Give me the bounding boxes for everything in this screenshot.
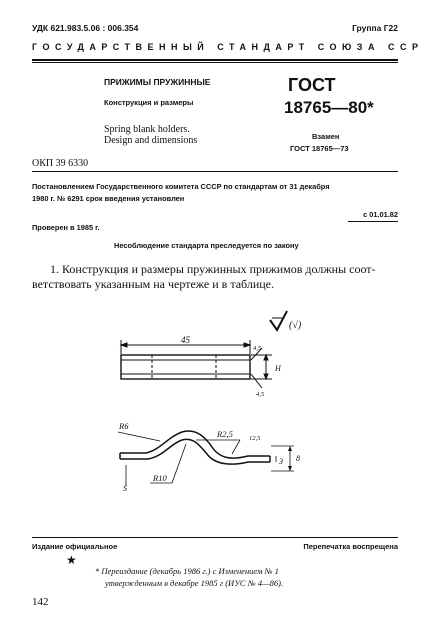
reprint-prohibited: Перепечатка воспрещена [303, 542, 398, 551]
udk-code: УДК 621.983.5.06 : 006.354 [32, 23, 139, 33]
checked-year: Проверен в 1985 г. [32, 223, 100, 232]
replaces-value: ГОСТ 18765—73 [290, 144, 349, 153]
spring-profile [118, 431, 294, 486]
decree-line-1: Постановлением Государственного комитета СССР по стандартам от 31 декабря [32, 182, 330, 191]
replaces-label: Взамен [312, 132, 340, 141]
reprint-note-line-1: * Переиздание (декабрь 1986 г.) с Изменением № 1 [95, 566, 279, 576]
warning-text: Несоблюдение стандарта преследуется по закону [114, 241, 299, 250]
standard-banner: ГОСУДАРСТВЕННЫЙ СТАНДАРТ СОЮЗА ССР [32, 42, 424, 52]
dim-small-bottom: 4,5 [256, 391, 265, 398]
roughness-text: (√) [289, 320, 302, 331]
page-number: 142 [32, 596, 49, 608]
dim-small-top: 4,5 [253, 345, 262, 352]
plate-view [121, 340, 272, 388]
title-en-1: Spring blank holders. [104, 124, 190, 135]
decree-line-2: 1980 г. № 6291 срок введения установлен [32, 194, 185, 203]
roughness-icon [270, 311, 287, 330]
r-big: R10 [153, 473, 167, 483]
footer-rule [32, 537, 398, 538]
gost-number: 18765—80* [284, 98, 374, 117]
title-ru: ПРИЖИМЫ ПРУЖИННЫЕ [104, 77, 211, 87]
official-edition: Издание официальное [32, 542, 118, 551]
dim-length: 45 [181, 335, 190, 345]
paragraph-1-line-1: 1. Конструкция и размеры пружинных прижимов должны соот- [50, 262, 376, 276]
dim-s: S [123, 484, 127, 493]
subtitle-ru: Конструкция и размеры [104, 98, 194, 107]
star-icon: ★ [66, 553, 77, 567]
okp-code: ОКП 39 6330 [32, 158, 89, 169]
r-small: R6 [119, 421, 129, 431]
paragraph-1-line-2: ветствовать указанным на чертеже и в таблице. [32, 277, 274, 291]
dim-3: 3 [279, 457, 283, 466]
decree-date: с 01.01.82 [363, 210, 398, 219]
dim-125: 12,5 [249, 435, 261, 442]
group-code: Группа Г22 [352, 23, 398, 33]
title-en-2: Design and dimensions [104, 135, 198, 146]
r-mid: R2,5 [217, 429, 233, 439]
gost-label: ГОСТ [288, 75, 336, 95]
reprint-note-line-2: утвержденным в декабре 1985 г (ИУС № 4—86). [105, 578, 284, 588]
dim-h: H [275, 364, 281, 373]
dim-8: 8 [296, 454, 300, 463]
